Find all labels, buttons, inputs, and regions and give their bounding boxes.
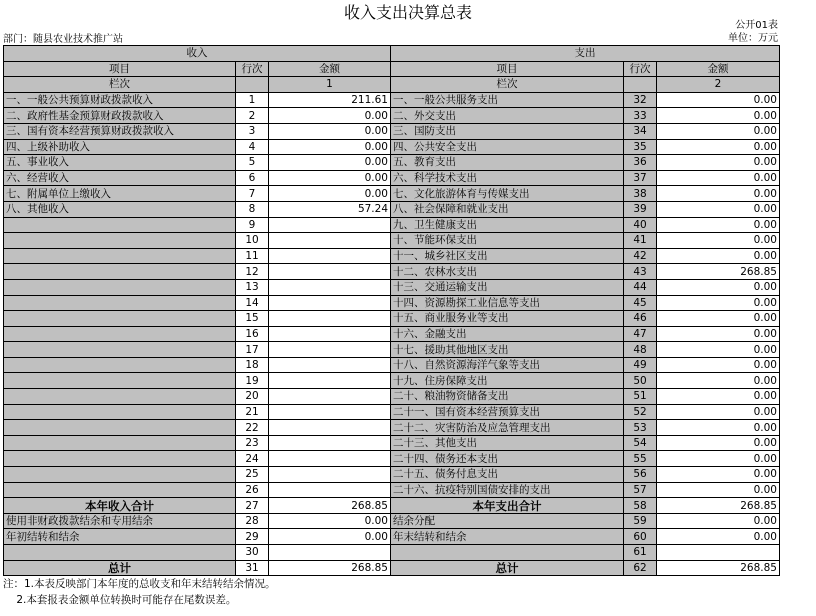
- footnote-2: 2.本套报表金额单位转换时可能存在尾数误差。: [3, 594, 237, 606]
- income-line-cell: 22: [236, 420, 269, 436]
- expense-amount-cell: 0.00: [657, 201, 780, 217]
- expense-line-blank: [624, 77, 657, 93]
- expense-amount-cell: 0.00: [657, 108, 780, 124]
- expense-amount-cell: 0.00: [657, 233, 780, 249]
- table-row: [4, 498, 780, 514]
- income-line-cell: 23: [236, 435, 269, 451]
- table-row: [4, 139, 780, 155]
- table-row: [4, 451, 780, 467]
- table-row: [4, 295, 780, 311]
- income-line-blank: [236, 77, 269, 93]
- expense-amount-cell: 0.00: [657, 217, 780, 233]
- expense-item-cell: 二十三、其他支出: [391, 435, 624, 451]
- expense-line-cell: 34: [624, 123, 657, 139]
- income-line-cell: 15: [236, 311, 269, 327]
- income-item-cell: [4, 404, 236, 420]
- expense-line-cell: 44: [624, 279, 657, 295]
- income-line-cell: 30: [236, 545, 269, 561]
- expense-amount-cell: 0.00: [657, 326, 780, 342]
- expense-item-cell: 十六、金融支出: [391, 326, 624, 342]
- income-item-cell: 二、政府性基金预算财政拨款收入: [4, 108, 236, 124]
- expense-amount-cell: 0.00: [657, 139, 780, 155]
- table-row: [4, 467, 780, 483]
- expense-line-cell: 58: [624, 498, 657, 514]
- expense-item-cell: 十一、城乡社区支出: [391, 248, 624, 264]
- income-amount-cell: [269, 248, 391, 264]
- table-row: [4, 435, 780, 451]
- table-row: [4, 108, 780, 124]
- income-amount-cell: [269, 373, 391, 389]
- income-amount-cell: 0.00: [269, 529, 391, 545]
- table-row: [4, 545, 780, 561]
- expense-line-cell: 56: [624, 467, 657, 483]
- expense-item-cell: 十八、自然资源海洋气象等支出: [391, 357, 624, 373]
- expense-line-cell: 49: [624, 357, 657, 373]
- table-row: [4, 92, 780, 108]
- expense-item-cell: 二、外交支出: [391, 108, 624, 124]
- expense-item-cell: 四、公共安全支出: [391, 139, 624, 155]
- expense-item-cell: 七、文化旅游体育与传媒支出: [391, 186, 624, 202]
- income-line-cell: 12: [236, 264, 269, 280]
- expense-item-cell: 十五、商业服务业等支出: [391, 311, 624, 327]
- income-amount-cell: [269, 295, 391, 311]
- expense-line-cell: 60: [624, 529, 657, 545]
- income-amount-cell: [269, 482, 391, 498]
- expense-item-cell: 九、卫生健康支出: [391, 217, 624, 233]
- expense-line-cell: 35: [624, 139, 657, 155]
- income-amount-header: 金额: [269, 61, 391, 77]
- expense-item-cell: 十四、资源勘探工业信息等支出: [391, 295, 624, 311]
- table-row: [4, 233, 780, 249]
- income-line-cell: 1: [236, 92, 269, 108]
- expense-item-cell: 本年支出合计: [391, 498, 624, 514]
- expense-line-cell: 32: [624, 92, 657, 108]
- expense-line-cell: 55: [624, 451, 657, 467]
- income-line-cell: 18: [236, 357, 269, 373]
- expense-amount-cell: 0.00: [657, 342, 780, 358]
- table-row: [4, 170, 780, 186]
- income-amount-cell: [269, 435, 391, 451]
- income-line-cell: 2: [236, 108, 269, 124]
- income-column-label: 栏次: [4, 77, 236, 93]
- table-row: [4, 373, 780, 389]
- income-line-cell: 27: [236, 498, 269, 514]
- expense-line-cell: 54: [624, 435, 657, 451]
- income-item-cell: 一、一般公共预算财政拨款收入: [4, 92, 236, 108]
- table-row: [4, 279, 780, 295]
- income-item-cell: [4, 545, 236, 561]
- expense-line-cell: 42: [624, 248, 657, 264]
- expense-amount-cell: 0.00: [657, 357, 780, 373]
- income-item-cell: [4, 264, 236, 280]
- income-item-cell: [4, 451, 236, 467]
- expense-line-cell: 46: [624, 311, 657, 327]
- income-line-cell: 4: [236, 139, 269, 155]
- income-amount-cell: [269, 311, 391, 327]
- expense-amount-cell: 268.85: [657, 560, 780, 576]
- table-row: [4, 529, 780, 545]
- expense-item-cell: 二十一、国有资本经营预算支出: [391, 404, 624, 420]
- table-row: [4, 248, 780, 264]
- income-item-cell: 七、附属单位上缴收入: [4, 186, 236, 202]
- expense-amount-cell: 0.00: [657, 435, 780, 451]
- expense-column-label: 栏次: [391, 77, 624, 93]
- expense-amount-cell: 0.00: [657, 248, 780, 264]
- expense-amount-cell: 0.00: [657, 467, 780, 483]
- expense-amount-cell: 0.00: [657, 170, 780, 186]
- expense-line-cell: 50: [624, 373, 657, 389]
- expense-amount-cell: 0.00: [657, 389, 780, 405]
- income-line-cell: 17: [236, 342, 269, 358]
- income-item-cell: 八、其他收入: [4, 201, 236, 217]
- income-line-cell: 10: [236, 233, 269, 249]
- income-item-cell: [4, 295, 236, 311]
- expense-item-cell: 二十六、抗疫特别国债安排的支出: [391, 482, 624, 498]
- expense-item-cell: 一、一般公共服务支出: [391, 92, 624, 108]
- expense-item-cell: 十、节能环保支出: [391, 233, 624, 249]
- income-amount-cell: [269, 357, 391, 373]
- income-amount-cell: [269, 264, 391, 280]
- income-amount-cell: [269, 404, 391, 420]
- table-row: [4, 311, 780, 327]
- expense-amount-cell: 268.85: [657, 498, 780, 514]
- table-row: [4, 513, 780, 529]
- expense-item-cell: 十七、援助其他地区支出: [391, 342, 624, 358]
- income-amount-cell: [269, 420, 391, 436]
- income-section-header: 收入: [4, 46, 391, 62]
- income-line-cell: 24: [236, 451, 269, 467]
- expense-line-cell: 41: [624, 233, 657, 249]
- expense-amount-cell: 0.00: [657, 404, 780, 420]
- income-line-cell: 6: [236, 170, 269, 186]
- income-line-header: 行次: [236, 61, 269, 77]
- income-amount-cell: [269, 467, 391, 483]
- income-item-cell: 三、国有资本经营预算财政拨款收入: [4, 123, 236, 139]
- income-amount-cell: 0.00: [269, 108, 391, 124]
- income-item-header: 项目: [4, 61, 236, 77]
- income-item-cell: [4, 233, 236, 249]
- expense-line-cell: 51: [624, 389, 657, 405]
- income-item-cell: [4, 311, 236, 327]
- table-row: [4, 560, 780, 576]
- table-row: [4, 420, 780, 436]
- income-line-cell: 19: [236, 373, 269, 389]
- expense-item-cell: 十二、农林水支出: [391, 264, 624, 280]
- expense-item-cell: 十九、住房保障支出: [391, 373, 624, 389]
- expense-item-cell: 结余分配: [391, 513, 624, 529]
- table-row: [4, 357, 780, 373]
- income-item-cell: [4, 279, 236, 295]
- income-amount-cell: [269, 217, 391, 233]
- expense-line-header: 行次: [624, 61, 657, 77]
- income-item-cell: [4, 248, 236, 264]
- income-line-cell: 11: [236, 248, 269, 264]
- income-item-cell: 总计: [4, 560, 236, 576]
- income-amount-cell: [269, 451, 391, 467]
- expense-amount-cell: 0.00: [657, 420, 780, 436]
- expense-line-cell: 59: [624, 513, 657, 529]
- expense-line-cell: 62: [624, 560, 657, 576]
- expense-item-cell: 十三、交通运输支出: [391, 279, 624, 295]
- expense-item-cell: 三、国防支出: [391, 123, 624, 139]
- income-amount-cell: 0.00: [269, 155, 391, 171]
- income-line-cell: 7: [236, 186, 269, 202]
- expense-section-header: 支出: [391, 46, 780, 62]
- income-amount-cell: [269, 545, 391, 561]
- expense-line-cell: 43: [624, 264, 657, 280]
- income-amount-cell: [269, 389, 391, 405]
- income-item-cell: [4, 217, 236, 233]
- income-item-cell: [4, 482, 236, 498]
- income-item-cell: 年初结转和结余: [4, 529, 236, 545]
- table-row: [4, 482, 780, 498]
- income-line-cell: 9: [236, 217, 269, 233]
- income-line-cell: 5: [236, 155, 269, 171]
- income-amount-cell: [269, 279, 391, 295]
- table-row: [4, 326, 780, 342]
- expense-line-cell: 53: [624, 420, 657, 436]
- expense-line-cell: 40: [624, 217, 657, 233]
- expense-line-cell: 57: [624, 482, 657, 498]
- expense-item-cell: 总计: [391, 560, 624, 576]
- table-row: [4, 264, 780, 280]
- income-item-cell: 五、事业收入: [4, 155, 236, 171]
- expense-line-cell: 37: [624, 170, 657, 186]
- income-amount-cell: [269, 233, 391, 249]
- income-amount-cell: 0.00: [269, 513, 391, 529]
- expense-item-cell: [391, 545, 624, 561]
- income-amount-cell: 57.24: [269, 201, 391, 217]
- income-amount-cell: 0.00: [269, 186, 391, 202]
- income-line-cell: 26: [236, 482, 269, 498]
- expense-amount-cell: 0.00: [657, 155, 780, 171]
- income-amount-cell: 268.85: [269, 498, 391, 514]
- income-line-cell: 3: [236, 123, 269, 139]
- form-code: 公开01表: [735, 20, 778, 31]
- income-line-cell: 8: [236, 201, 269, 217]
- expense-amount-header: 金额: [657, 61, 780, 77]
- table-row: [4, 217, 780, 233]
- expense-amount-cell: 0.00: [657, 295, 780, 311]
- expense-item-cell: 二十五、债务付息支出: [391, 467, 624, 483]
- income-line-cell: 31: [236, 560, 269, 576]
- expense-line-cell: 39: [624, 201, 657, 217]
- income-line-cell: 29: [236, 529, 269, 545]
- income-item-cell: 本年收入合计: [4, 498, 236, 514]
- income-line-cell: 14: [236, 295, 269, 311]
- income-line-cell: 21: [236, 404, 269, 420]
- expense-amount-cell: 0.00: [657, 451, 780, 467]
- table-row: [4, 201, 780, 217]
- expense-item-cell: 六、科学技术支出: [391, 170, 624, 186]
- expense-amount-cell: 0.00: [657, 186, 780, 202]
- income-item-cell: [4, 435, 236, 451]
- income-line-cell: 16: [236, 326, 269, 342]
- income-amount-cell: 211.61: [269, 92, 391, 108]
- income-item-cell: 使用非财政拨款结余和专用结余: [4, 513, 236, 529]
- expense-amount-cell: 0.00: [657, 373, 780, 389]
- expense-column-number: 2: [657, 77, 780, 93]
- expense-amount-cell: [657, 545, 780, 561]
- expense-amount-cell: 0.00: [657, 92, 780, 108]
- footnote-1: 注：1.本表反映部门本年度的总收支和年末结转结余情况。: [3, 578, 276, 590]
- income-item-cell: [4, 467, 236, 483]
- table-row: [4, 155, 780, 171]
- expense-item-cell: 二十二、灾害防治及应急管理支出: [391, 420, 624, 436]
- expense-amount-cell: 0.00: [657, 482, 780, 498]
- expense-item-cell: 年末结转和结余: [391, 529, 624, 545]
- expense-amount-cell: 0.00: [657, 311, 780, 327]
- expense-line-cell: 47: [624, 326, 657, 342]
- income-column-number: 1: [269, 77, 391, 93]
- table-row: [4, 389, 780, 405]
- income-item-cell: [4, 326, 236, 342]
- expense-item-header: 项目: [391, 61, 624, 77]
- table-row: [4, 342, 780, 358]
- income-expense-table: [3, 45, 780, 576]
- income-item-cell: [4, 373, 236, 389]
- table-row: [4, 186, 780, 202]
- expense-amount-cell: 0.00: [657, 123, 780, 139]
- income-item-cell: [4, 357, 236, 373]
- income-item-cell: 六、经营收入: [4, 170, 236, 186]
- expense-line-cell: 61: [624, 545, 657, 561]
- income-amount-cell: 0.00: [269, 139, 391, 155]
- income-item-cell: [4, 389, 236, 405]
- expense-amount-cell: 0.00: [657, 513, 780, 529]
- income-line-cell: 13: [236, 279, 269, 295]
- unit-label: 单位：万元: [728, 33, 778, 44]
- income-line-cell: 28: [236, 513, 269, 529]
- income-amount-cell: 0.00: [269, 123, 391, 139]
- income-amount-cell: [269, 342, 391, 358]
- expense-item-cell: 八、社会保障和就业支出: [391, 201, 624, 217]
- table-row: [4, 404, 780, 420]
- expense-line-cell: 52: [624, 404, 657, 420]
- income-amount-cell: 0.00: [269, 170, 391, 186]
- expense-amount-cell: 0.00: [657, 529, 780, 545]
- expense-item-cell: 五、教育支出: [391, 155, 624, 171]
- expense-line-cell: 38: [624, 186, 657, 202]
- expense-line-cell: 45: [624, 295, 657, 311]
- income-amount-cell: [269, 326, 391, 342]
- income-item-cell: [4, 420, 236, 436]
- department-label: 部门：随县农业技术推广站: [3, 34, 123, 45]
- expense-amount-cell: 268.85: [657, 264, 780, 280]
- expense-line-cell: 33: [624, 108, 657, 124]
- expense-line-cell: 48: [624, 342, 657, 358]
- expense-line-cell: 36: [624, 155, 657, 171]
- income-line-cell: 20: [236, 389, 269, 405]
- expense-amount-cell: 0.00: [657, 279, 780, 295]
- income-amount-cell: 268.85: [269, 560, 391, 576]
- expense-item-cell: 二十四、债务还本支出: [391, 451, 624, 467]
- income-line-cell: 25: [236, 467, 269, 483]
- expense-item-cell: 二十、粮油物资储备支出: [391, 389, 624, 405]
- table-row: [4, 123, 780, 139]
- income-item-cell: [4, 342, 236, 358]
- report-title: 收入支出决算总表: [343, 3, 472, 22]
- income-item-cell: 四、上级补助收入: [4, 139, 236, 155]
